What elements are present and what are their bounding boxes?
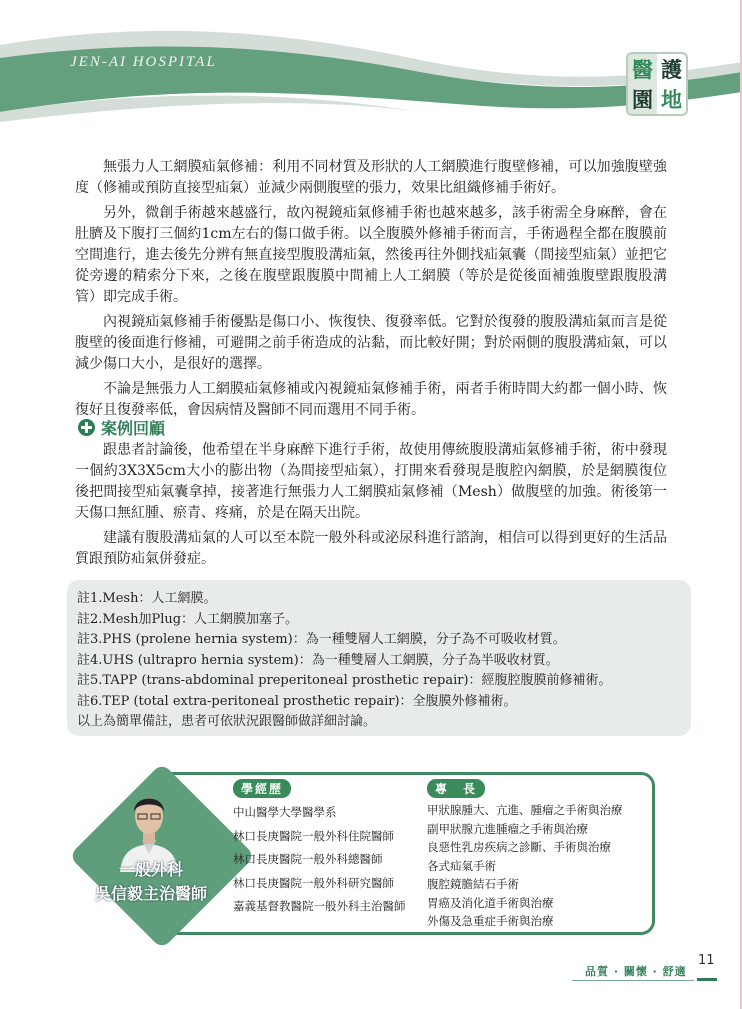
page-number: 11 [698,953,715,968]
doctor-name-label [88,858,214,906]
logo-char: 地 [661,88,682,112]
education-item: 林口長庚醫院一般外科住院醫師 [233,828,394,843]
education-column [233,779,406,919]
section-heading-case [78,416,165,439]
education-item: 林口長庚醫院一般外科總醫師 [233,852,383,866]
note: 註1.Mesh：人工網膜。 [77,591,217,606]
footer-rule [572,980,694,981]
paragraph: 內視鏡疝氣修補手術優點是傷口小、恢復快、復發率低。它對於復發的腹股溝疝氣而言是從腹壁的後面進行修補，可避開之前手術造成的沾黏，而比較好開；對於兩側的腹股溝疝氣，可以減少傷口大小，是很好的選擇。 [75,314,667,372]
hospital-brand: JEN-AI HOSPITAL [70,54,217,70]
note: 以上為簡單備註，患者可依狀況跟醫師做詳細討論。 [77,714,377,729]
paragraph: 建議有腹股溝疝氣的人可以至本院一般外科或泌尿科進行諮詢，相信可以得到更好的生活品質跟預防疝氣併發症。 [75,530,667,567]
page-number-bar [697,978,717,981]
section-logo [626,52,688,116]
case-body [75,440,667,574]
footer-slogan: 品質 · 關懷 · 舒適 [585,965,687,978]
specialty-item: 良惡性乳房疾病之診斷、手術與治療 [427,840,611,854]
note: 註5.TAPP (trans-abdominal preperitoneal prosthetic repair)：經腹腔腹膜前修補術。 [77,673,612,688]
logo-char: 醫 [628,54,657,84]
specialty-item: 胃癌及消化道手術與治療 [427,895,554,910]
paragraph: 跟患者討論後，他希望在半身麻醉下進行手術，故使用傳統腹股溝疝氣修補手術，術中發現一個約3X3X5cm大小的膨出物（為間接型疝氣），打開來看發現是腹腔內網膜，於是網膜復位後把間接型疝氣囊拿掉，接著進行無張力人工網膜疝氣修補（Mesh）做腹壁的加強。術後第一天傷口無紅腫、瘀青、疼痛，於是在隔天出院。 [75,442,667,521]
note: 註6.TEP (total extra-peritoneal prosthetic repair)：全腹膜外修補術。 [77,693,517,709]
specialty-column [427,779,623,931]
doctor-department: 一般外科 [118,860,183,879]
paragraph: 無張力人工網膜疝氣修補：利用不同材質及形狀的人工網膜進行腹壁修補，可以加強腹壁強度（修補或預防直接型疝氣）並減少兩側腹壁的張力，效果比組織修補手術好。 [75,159,667,196]
education-item: 嘉義基督教醫院一般外科主治醫師 [233,899,406,913]
plus-circle-icon [78,419,95,436]
article-body [75,157,667,425]
logo-char: 園 [628,84,657,114]
specialty-item: 腹腔鏡膽結石手術 [427,877,519,891]
note: 註2.Mesh加Plug：人工網膜加塞子。 [77,611,299,627]
education-item: 林口長庚醫院一般外科研究醫師 [233,875,394,890]
specialty-tag: 專 長 [427,779,485,798]
specialty-item: 甲狀腺腫大、亢進、腫瘤之手術與治療 [427,803,623,817]
specialty-item: 外傷及急重症手術與治療 [427,914,554,928]
specialty-item: 各式疝氣手術 [427,858,496,873]
education-item: 中山醫學大學醫學系 [233,805,337,819]
note: 註4.UHS (ultrapro hernia system)：為一種雙層人工網膜，分子為半吸收材質。 [77,652,559,668]
notes-box [67,580,691,736]
paragraph: 不論是無張力人工網膜疝氣修補或內視鏡疝氣修補手術，兩者手術時間大約都一個小時、恢復好且復發率低，會因病情及醫師不同而選用不同手術。 [75,381,667,418]
education-tag: 學經歷 [233,779,291,798]
note: 註3.PHS (prolene hernia system)：為一種雙層人工網膜，分子為不可吸收材質。 [77,632,566,647]
section-title: 案例回顧 [101,419,166,438]
specialty-item: 副甲狀腺亢進腫瘤之手術與治療 [427,821,588,836]
paragraph: 另外，微創手術越來越盛行，故內視鏡疝氣修補手術也越來越多，該手術需全身麻醉，會在肚臍及下腹打三個約1cm左右的傷口做手術。以全腹膜外修補手術而言，手術過程全都在腹膜前空間進行，進去後先分辨有無直接型腹股溝疝氣，然後再往外側找疝氣囊（間接型疝氣）並把它從旁邊的精索分下來，之後在腹壁跟腹膜中間補上人工網膜（等於是從後面補強腹壁跟腹股溝管）即完成手術。 [75,205,667,305]
logo-char: 護 [661,58,682,82]
doctor-name: 吳信毅主治醫師 [94,884,207,903]
